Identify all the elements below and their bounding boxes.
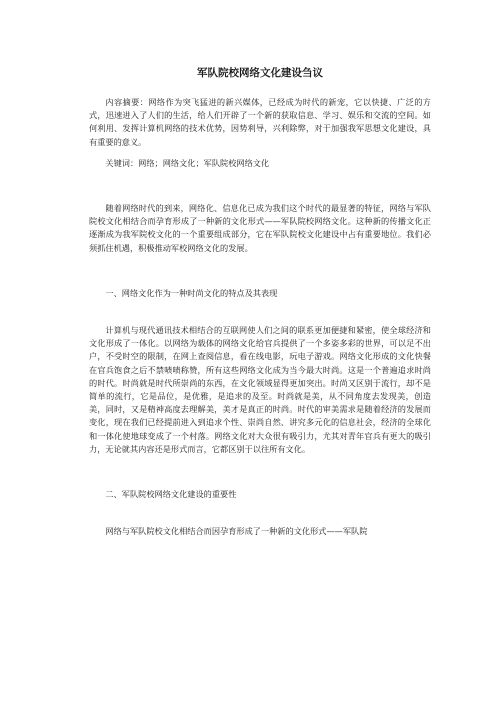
- section-body-1: 计算机与现代通讯技术相结合的互联网使人们之间的联系更加便捷和紧密，使全球经济和文化形成了一体化。以网络为载体的网络文化给官兵提供了一个多姿多彩的世界，可以足不出户，不受时空的限制，在网上查阅信息，看在线电影，玩电子游戏。网络文化形成的文化快餐在官兵饱食之后不禁啧啧称赞，所有这些网络文化成为当今最大时尚。这是一个普遍追求时尚的时代。时尚就是时代所崇尚的东西，在文化领域显得更加突出。时尚又区别于流行，却不是简单的流行，它是品位，是优雅，是追求的及至。时尚就是美，从不同角度去发现美，创造美，同时，又是精神高度去理解美，美才是真正的时尚。时代的审美需求是随着经济的发展而变化，现在我们已经提前进入到追求个性、崇尚自然、讲究多元化的信息社会，经济的全球化和一体化使地球变成了一个村落。网络文化对大众很有吸引力，尤其对青年官兵有更大的吸引力，无论就其内容还是形式而言，它都区别于以往所有文化。: [89, 325, 431, 454]
- document-title: 军队院校网络文化建设刍议: [197, 67, 323, 79]
- section-body-2: 网络与军队院校文化相结合而因孕育形成了一种新的文化形式——军队院: [105, 526, 368, 537]
- section-heading-1: 一、网络文化作为一种时尚文化的特点及其表现: [105, 287, 278, 298]
- document-page: [89, 66, 431, 538]
- keywords-line: 关键词：网络；网络文化；军队院校网络文化: [105, 157, 270, 168]
- intro-paragraph: 随着网络时代的到来，网络化、信息化已成为我们这个时代的最显著的特征，网络与军队院校文化相结合而孕育形成了一种新的文化形式——军队院校网络文化。这种新的传播文化正逐渐成为我军院校文化的一个重要组成部分，它在军队院校文化建设中占有重要地位。我们必须抓住机遇，积极推动军校网络文化的发展。: [89, 203, 431, 253]
- section-heading-2: 二、军队院校网络文化建设的重要性: [105, 489, 237, 500]
- abstract-paragraph: 内容摘要：网络作为突飞猛进的新兴媒体，已经成为时代的新宠，它以快捷、广泛的方式，迅速进入了人们的生活，给人们开辟了一个新的获取信息、学习、娱乐和交流的空间。如何利用、发挥计算机网络的技术优势，因势利导，兴利除弊，对于加强我军思想文化建设，具有重要的意义。: [89, 97, 431, 147]
